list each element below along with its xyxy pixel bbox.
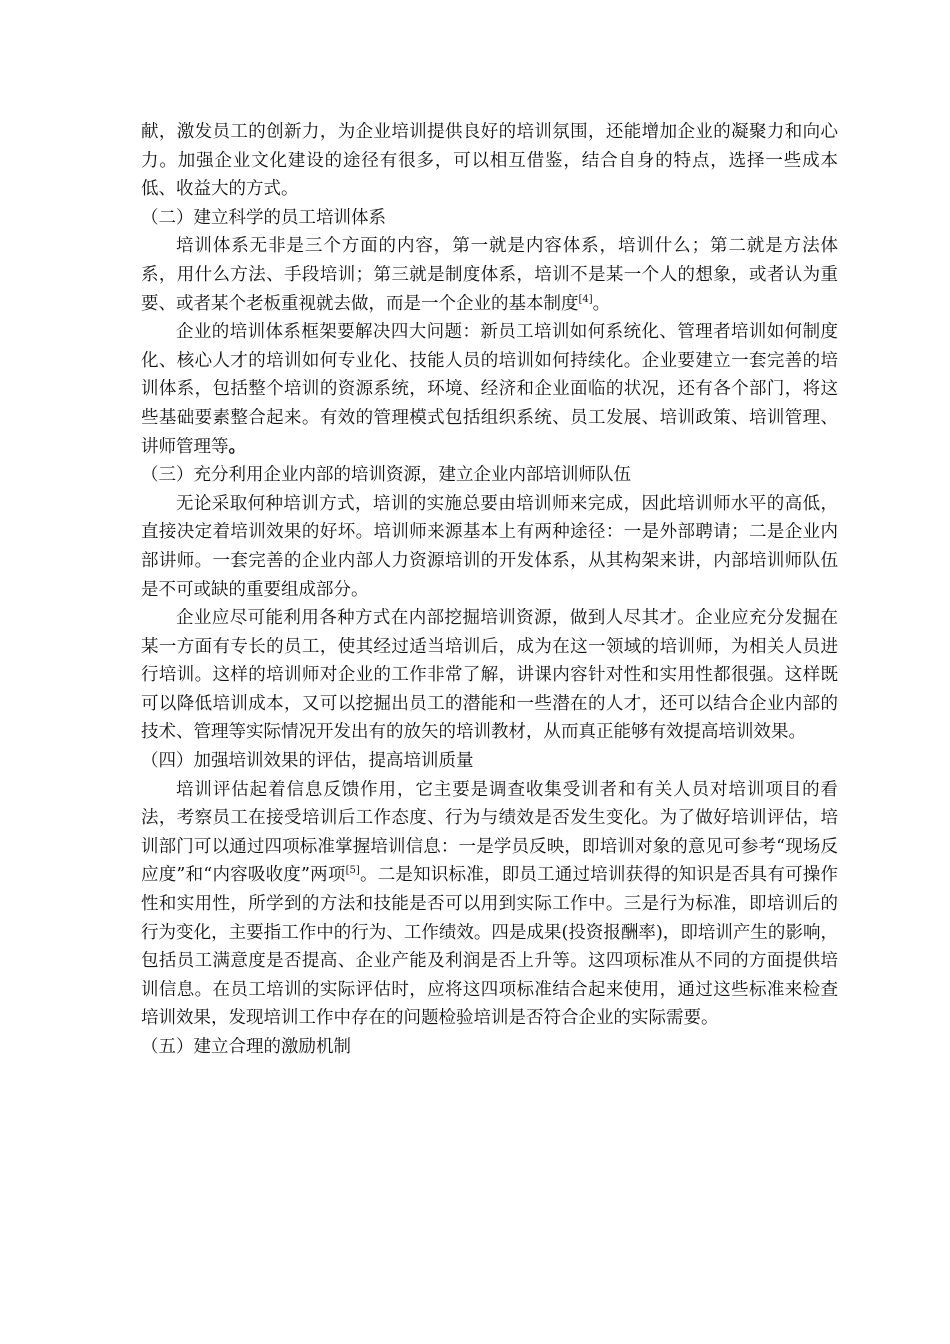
paragraph-text: 培训评估起着信息反馈作用，它主要是调查收集受训者和有关人员对培训项目的看法，考察员工在接受培训后工作态度、行为与绩效是否发生变化。为了做好培训评估，培训部门可以通过四项标准掌握培训信息：一是学员反映，即培训对象的意见可参考“现场反应度”和“内容吸收度”两项	[141, 779, 838, 886]
document-page	[141, 118, 838, 1062]
section-heading-3: （三）充分利用企业内部的培训资源，建立企业内部培训师队伍	[141, 465, 631, 486]
paragraph-tail: 。	[592, 293, 611, 314]
paragraph-internal-resources	[141, 604, 838, 747]
section-heading-4: （四）加强培训效果的评估，提高培训质量	[141, 751, 474, 772]
paragraph-text: 企业应尽可能利用各种方式在内部挖掘培训资源，做到人尽其才。企业应充分发掘在某一方面有专长的员工，使其经过适当培训后，成为在这一领域的培训师，为相关人员进行培训。这样的培训师对企业的工作非常了解，讲课内容针对性和实用性都很强。这样既可以降低培训成本，又可以挖掘出员工的潜能和一些潜在的人才，还可以结合企业内部的技术、管理等实际情况开发出有的放矢的培训教材，从而真正能够有效提高培训效果。	[141, 608, 838, 743]
paragraph-tail: 。	[228, 436, 246, 457]
citation-ref-4: [4]	[578, 293, 593, 305]
citation-ref-5: [5]	[345, 865, 360, 877]
section-heading-2: （二）建立科学的员工培训体系	[141, 207, 386, 228]
paragraph-evaluation	[141, 776, 838, 1033]
paragraph-text: 企业的培训体系框架要解决四大问题：新员工培训如何系统化、管理者培训如何制度化、核心人才的培训如何专业化、技能人员的培训如何持续化。企业要建立一套完善的培训体系，包括整个培训的资源系统，环境、经济和企业面临的状况，还有各个部门，将这些基础要素整合起来。有效的管理模式包括组织系统、员工发展、培训政策、培训管理、讲师管理等	[141, 322, 838, 457]
section-heading-5: （五）建立合理的激励机制	[141, 1037, 351, 1057]
paragraph-text-continued: 。二是知识标准，即员工通过培训获得的知识是否具有可操作性和实用性，所学到的方法和技能是否可以用到实际工作中。三是行为标准，即培训后的行为变化，主要指工作中的行为、工作绩效。四是成果(投资报酬率)，即培训产生的影响，包括员工满意度是否提高、企业产能及利润是否上升等。这四项标准从不同的方面提供培训信息。在员工培训的实际评估时，应将这四项标准结合起来使用，通过这些标准来检查培训效果，发现培训工作中存在的问题检验培训是否符合企业的实际需要。	[141, 865, 839, 1029]
paragraph-text: 无论采取何种培训方式，培训的实施总要由培训师来完成，因此培训师水平的高低，直接决定着培训效果的好坏。培训师来源基本上有两种途径：一是外部聘请；二是企业内部讲师。一套完善的企业内部人力资源培训的开发体系，从其构架来讲，内部培训师队伍是不可或缺的重要组成部分。	[141, 493, 838, 600]
paragraph-text: 培训体系无非是三个方面的内容，第一就是内容体系，培训什么；第二就是方法体系，用什么方法、手段培训；第三就是制度体系，培训不是某一个人的想象，或者认为重要、或者某个老板重视就去做，而是一个企业的基本制度	[141, 236, 838, 314]
paragraph-text: 献，激发员工的创新力，为企业培训提供良好的培训氛围，还能增加企业的凝聚力和向心力。加强企业文化建设的途径有很多，可以相互借鉴，结合自身的特点，选择一些成本低、收益大的方式。	[141, 122, 838, 200]
paragraph-framework	[141, 318, 838, 461]
paragraph-culture-tail	[141, 118, 838, 204]
paragraph-training-system	[141, 232, 838, 318]
paragraph-trainer-source	[141, 490, 838, 604]
